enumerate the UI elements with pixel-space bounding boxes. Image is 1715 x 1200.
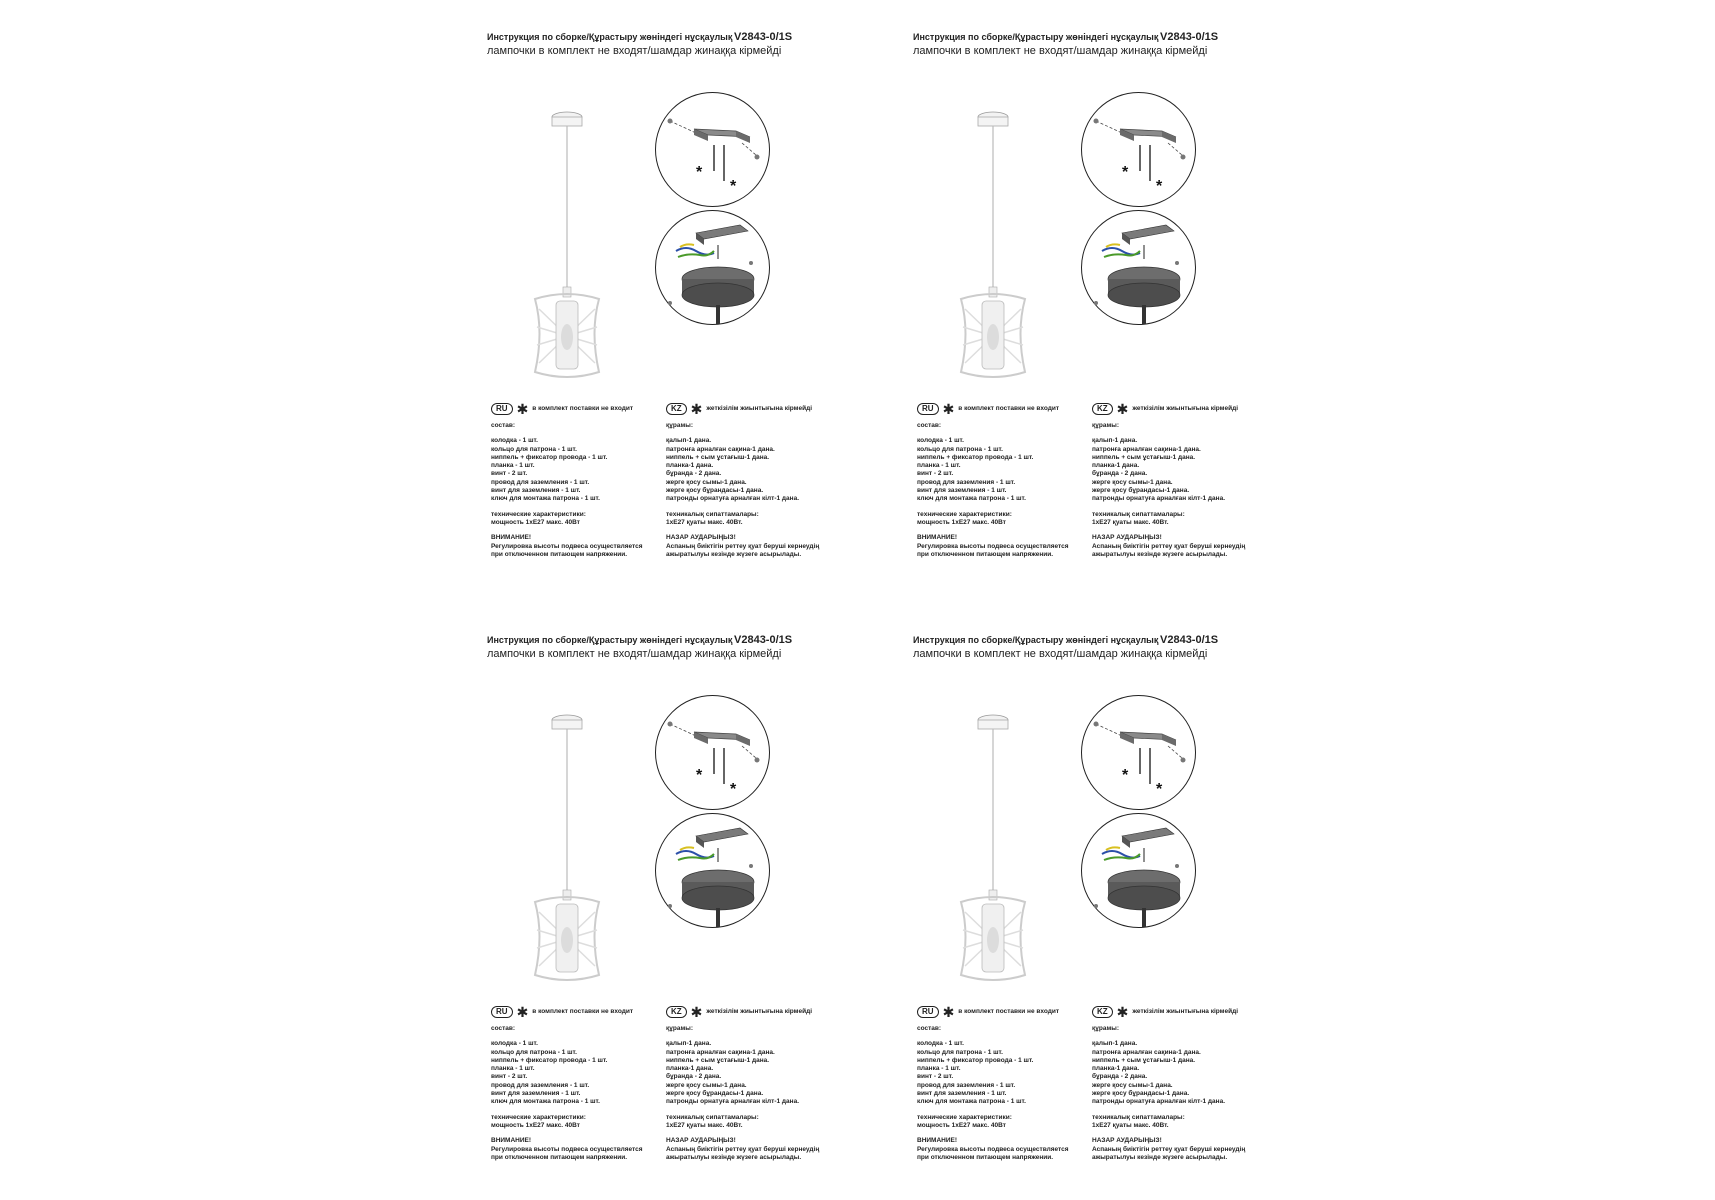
list-item: ниппель + фиксатор провода - 1 шт. xyxy=(917,453,1034,461)
list-item: жерге қосу сымы-1 дана. xyxy=(666,478,747,486)
list-item: патронды орнатуға арналған кілт-1 дана. xyxy=(666,495,799,503)
ru-warning-line: Регулировка высоты подвеса осуществляется xyxy=(917,542,1069,550)
kz-warning-line: Аспаның биіктігін реттеу қуат беруші кернеудің xyxy=(1092,1145,1246,1153)
list-item: ниппель + сым ұстағыш-1 дана. xyxy=(1092,1056,1196,1064)
kz-warning-line: ажыратылуы кезінде жүзеге асырылады. xyxy=(666,550,802,558)
title-line xyxy=(913,31,1219,43)
list-item: ключ для монтажа патрона - 1 шт. xyxy=(491,1098,600,1106)
list-item: жерге қосу сымы-1 дана. xyxy=(1092,478,1173,486)
list-item: планка - 1 шт. xyxy=(917,462,961,470)
ru-note: в комплект поставки не входит xyxy=(958,404,1060,412)
wiring-canopy-diagram xyxy=(1081,813,1196,928)
list-item: қалып-1 дана. xyxy=(666,437,712,445)
kz-note: жеткізілім жиынтығына кірмейді xyxy=(706,1007,813,1015)
ru-tech-label: технические характеристики: xyxy=(491,510,586,518)
ru-tech-value: мощность 1хЕ27 макс. 40Вт xyxy=(491,518,580,526)
ru-warning-label: ВНИМАНИЕ! xyxy=(917,534,958,542)
list-item: патронға арналған сақина-1 дана. xyxy=(666,445,775,453)
ru-section xyxy=(491,1005,661,1162)
list-item: планка - 1 шт. xyxy=(491,462,535,470)
instruction-card xyxy=(913,32,1313,592)
model-number: V2843-0/1S xyxy=(734,31,793,43)
list-item: провод для заземления - 1 шт. xyxy=(491,1081,590,1089)
list-item: жерге қосу бұрандасы-1 дана. xyxy=(1092,1090,1190,1098)
pendant-lamp-illustration xyxy=(944,87,1044,387)
list-item: патронды орнатуға арналған кілт-1 дана. xyxy=(666,1098,799,1106)
list-item: планка - 1 шт. xyxy=(917,1065,961,1073)
mounting-plate-diagram xyxy=(655,695,770,810)
list-item: патронға арналған сақина-1 дана. xyxy=(1092,1048,1201,1056)
ru-section xyxy=(917,402,1087,559)
ru-section xyxy=(917,1005,1087,1162)
list-item: қалып-1 дана. xyxy=(1092,437,1138,445)
kz-warning-line: ажыратылуы кезінде жүзеге асырылады. xyxy=(666,1153,802,1161)
kz-warning-line: ажыратылуы кезінде жүзеге асырылады. xyxy=(1092,1153,1228,1161)
list-item: жерге қосу бұрандасы-1 дана. xyxy=(666,487,764,495)
ru-warning-line: при отключенном питающем напряжении. xyxy=(917,550,1054,558)
list-item: жерге қосу сымы-1 дана. xyxy=(666,1081,747,1089)
bulbs-note: лампочки в комплект не входят/шамдар жинаққа кірмейді xyxy=(913,648,1208,660)
kz-warning-line: Аспаның биіктігін реттеу қуат беруші кернеудің xyxy=(666,1145,820,1153)
list-item: колодка - 1 шт. xyxy=(491,437,538,445)
kz-note: жеткізілім жиынтығына кірмейді xyxy=(1132,1007,1239,1015)
ru-badge: RU xyxy=(917,403,939,415)
list-item: ниппель + фиксатор провода - 1 шт. xyxy=(491,1056,608,1064)
ru-tech-label: технические характеристики: xyxy=(491,1113,586,1121)
title-line xyxy=(913,634,1219,646)
svg-text:*: * xyxy=(696,164,703,181)
list-item: патронға арналған сақина-1 дана. xyxy=(666,1048,775,1056)
ru-warning-line: Регулировка высоты подвеса осуществляется xyxy=(917,1145,1069,1153)
ru-note: в комплект поставки не входит xyxy=(958,1007,1060,1015)
ru-items xyxy=(917,437,1087,503)
list-item: кольцо для патрона - 1 шт. xyxy=(491,445,577,453)
ru-tech-value: мощность 1хЕ27 макс. 40Вт xyxy=(917,1121,1006,1129)
title-line xyxy=(487,31,793,43)
bulbs-note: лампочки в комплект не входят/шамдар жинаққа кірмейді xyxy=(913,45,1208,57)
list-item: колодка - 1 шт. xyxy=(917,437,964,445)
asterisk-icon: ✱ xyxy=(690,1004,703,1020)
kz-warning-label: НАЗАР АУДАРЫҢЫЗ! xyxy=(666,534,736,542)
kz-warning-label: НАЗАР АУДАРЫҢЫЗ! xyxy=(1092,534,1162,542)
list-item: планка-1 дана. xyxy=(1092,1065,1140,1073)
list-item: бұранда - 2 дана. xyxy=(1092,1073,1148,1081)
list-item: винт для заземления - 1 шт. xyxy=(491,487,581,495)
list-item: ключ для монтажа патрона - 1 шт. xyxy=(491,495,600,503)
ru-composition-label: состав: xyxy=(917,1025,942,1032)
mounting-plate-diagram xyxy=(1081,92,1196,207)
list-item: ниппель + фиксатор провода - 1 шт. xyxy=(491,453,608,461)
ru-tech-label: технические характеристики: xyxy=(917,1113,1012,1121)
list-item: колодка - 1 шт. xyxy=(917,1040,964,1048)
list-item: патронды орнатуға арналған кілт-1 дана. xyxy=(1092,495,1225,503)
list-item: жерге қосу сымы-1 дана. xyxy=(1092,1081,1173,1089)
kz-composition-label: құрамы: xyxy=(1092,1025,1119,1032)
list-item: винт для заземления - 1 шт. xyxy=(917,1090,1007,1098)
list-item: кольцо для патрона - 1 шт. xyxy=(917,1048,1003,1056)
ru-composition-label: состав: xyxy=(491,1025,516,1032)
kz-warning-line: ажыратылуы кезінде жүзеге асырылады. xyxy=(1092,550,1228,558)
kz-section xyxy=(1092,402,1282,559)
list-item: винт - 2 шт. xyxy=(491,470,528,478)
ru-warning-line: при отключенном питающем напряжении. xyxy=(491,1153,628,1161)
asterisk-icon: ✱ xyxy=(1116,401,1129,417)
mounting-plate-diagram xyxy=(655,92,770,207)
ru-warning-line: при отключенном питающем напряжении. xyxy=(917,1153,1054,1161)
wiring-canopy-diagram xyxy=(655,813,770,928)
bulbs-note: лампочки в комплект не входят/шамдар жинаққа кірмейді xyxy=(487,648,782,660)
ru-warning-line: при отключенном питающем напряжении. xyxy=(491,550,628,558)
list-item: бұранда - 2 дана. xyxy=(1092,470,1148,478)
ru-section xyxy=(491,402,661,559)
ru-warning-line: Регулировка высоты подвеса осуществляется xyxy=(491,542,643,550)
svg-text:*: * xyxy=(730,178,737,195)
list-item: планка-1 дана. xyxy=(1092,462,1140,470)
ru-badge: RU xyxy=(491,1006,513,1018)
instruction-card xyxy=(487,32,887,592)
model-number: V2843-0/1S xyxy=(1160,634,1219,646)
svg-text:*: * xyxy=(696,767,703,784)
pendant-lamp-illustration xyxy=(518,690,618,990)
list-item: планка - 1 шт. xyxy=(491,1065,535,1073)
ru-warning-label: ВНИМАНИЕ! xyxy=(491,534,532,542)
list-item: винт - 2 шт. xyxy=(491,1073,528,1081)
ru-warning-label: ВНИМАНИЕ! xyxy=(491,1137,532,1145)
kz-items xyxy=(666,437,856,503)
instruction-title: Инструкция по сборке/Құрастыру жөніндегі нұсқаулық xyxy=(487,635,733,645)
kz-section xyxy=(666,1005,856,1162)
kz-tech-value: 1хЕ27 қуаты макс. 40Вт. xyxy=(1092,518,1169,526)
kz-warning-label: НАЗАР АУДАРЫҢЫЗ! xyxy=(1092,1137,1162,1145)
instruction-title: Инструкция по сборке/Құрастыру жөніндегі нұсқаулық xyxy=(913,32,1159,42)
ru-tech-label: технические характеристики: xyxy=(917,510,1012,518)
kz-items xyxy=(1092,1040,1282,1106)
instruction-card xyxy=(487,635,887,1195)
kz-composition-label: құрамы: xyxy=(1092,422,1119,429)
kz-warning-line: Аспаның биіктігін реттеу қуат беруші кернеудің xyxy=(666,542,820,550)
list-item: ниппель + фиксатор провода - 1 шт. xyxy=(917,1056,1034,1064)
ru-note: в комплект поставки не входит xyxy=(532,1007,634,1015)
kz-note: жеткізілім жиынтығына кірмейді xyxy=(706,404,813,412)
list-item: кольцо для патрона - 1 шт. xyxy=(491,1048,577,1056)
pendant-lamp-illustration xyxy=(944,690,1044,990)
asterisk-icon: ✱ xyxy=(516,1004,529,1020)
kz-composition-label: құрамы: xyxy=(666,1025,693,1032)
list-item: планка-1 дана. xyxy=(666,462,714,470)
list-item: провод для заземления - 1 шт. xyxy=(491,478,590,486)
ru-warning-label: ВНИМАНИЕ! xyxy=(917,1137,958,1145)
kz-tech-label: техникалық сипаттамалары: xyxy=(1092,1113,1185,1121)
asterisk-icon: ✱ xyxy=(516,401,529,417)
instruction-title: Инструкция по сборке/Құрастыру жөніндегі нұсқаулық xyxy=(913,635,1159,645)
list-item: бұранда - 2 дана. xyxy=(666,1073,722,1081)
list-item: провод для заземления - 1 шт. xyxy=(917,478,1016,486)
title-line xyxy=(487,634,793,646)
list-item: жерге қосу бұрандасы-1 дана. xyxy=(1092,487,1190,495)
kz-items xyxy=(666,1040,856,1106)
list-item: патронға арналған сақина-1 дана. xyxy=(1092,445,1201,453)
kz-badge: KZ xyxy=(1092,403,1113,415)
ru-composition-label: состав: xyxy=(491,422,516,429)
ru-warning-line: Регулировка высоты подвеса осуществляется xyxy=(491,1145,643,1153)
list-item: кольцо для патрона - 1 шт. xyxy=(917,445,1003,453)
list-item: винт - 2 шт. xyxy=(917,1073,954,1081)
ru-badge: RU xyxy=(917,1006,939,1018)
ru-items xyxy=(917,1040,1087,1106)
list-item: қалып-1 дана. xyxy=(1092,1040,1138,1048)
svg-text:*: * xyxy=(730,781,737,798)
instruction-title: Инструкция по сборке/Құрастыру жөніндегі нұсқаулық xyxy=(487,32,733,42)
kz-section xyxy=(666,402,856,559)
kz-tech-label: техникалық сипаттамалары: xyxy=(666,510,759,518)
ru-badge: RU xyxy=(491,403,513,415)
list-item: винт для заземления - 1 шт. xyxy=(917,487,1007,495)
list-item: ниппель + сым ұстағыш-1 дана. xyxy=(666,1056,770,1064)
kz-warning-label: НАЗАР АУДАРЫҢЫЗ! xyxy=(666,1137,736,1145)
wiring-canopy-diagram xyxy=(655,210,770,325)
model-number: V2843-0/1S xyxy=(1160,31,1219,43)
list-item: ниппель + сым ұстағыш-1 дана. xyxy=(666,453,770,461)
asterisk-icon: ✱ xyxy=(942,1004,955,1020)
list-item: винт - 2 шт. xyxy=(917,470,954,478)
svg-text:*: * xyxy=(1122,164,1129,181)
kz-note: жеткізілім жиынтығына кірмейді xyxy=(1132,404,1239,412)
kz-tech-label: техникалық сипаттамалары: xyxy=(1092,510,1185,518)
list-item: винт для заземления - 1 шт. xyxy=(491,1090,581,1098)
svg-text:*: * xyxy=(1156,781,1163,798)
kz-badge: KZ xyxy=(666,1006,687,1018)
ru-items xyxy=(491,1040,661,1106)
wiring-canopy-diagram xyxy=(1081,210,1196,325)
ru-composition-label: состав: xyxy=(917,422,942,429)
list-item: ниппель + сым ұстағыш-1 дана. xyxy=(1092,453,1196,461)
kz-badge: KZ xyxy=(1092,1006,1113,1018)
kz-tech-value: 1хЕ27 қуаты макс. 40Вт. xyxy=(1092,1121,1169,1129)
instruction-card xyxy=(913,635,1313,1195)
pendant-lamp-illustration xyxy=(518,87,618,387)
kz-tech-value: 1хЕ27 қуаты макс. 40Вт. xyxy=(666,518,743,526)
list-item: бұранда - 2 дана. xyxy=(666,470,722,478)
kz-warning-line: Аспаның биіктігін реттеу қуат беруші кернеудің xyxy=(1092,542,1246,550)
ru-note: в комплект поставки не входит xyxy=(532,404,634,412)
ru-tech-value: мощность 1хЕ27 макс. 40Вт xyxy=(491,1121,580,1129)
ru-items xyxy=(491,437,661,503)
ru-tech-value: мощность 1хЕ27 макс. 40Вт xyxy=(917,518,1006,526)
kz-composition-label: құрамы: xyxy=(666,422,693,429)
list-item: ключ для монтажа патрона - 1 шт. xyxy=(917,495,1026,503)
svg-text:*: * xyxy=(1156,178,1163,195)
kz-tech-value: 1хЕ27 қуаты макс. 40Вт. xyxy=(666,1121,743,1129)
bulbs-note: лампочки в комплект не входят/шамдар жинаққа кірмейді xyxy=(487,45,782,57)
kz-items xyxy=(1092,437,1282,503)
asterisk-icon: ✱ xyxy=(1116,1004,1129,1020)
list-item: қалып-1 дана. xyxy=(666,1040,712,1048)
mounting-plate-diagram xyxy=(1081,695,1196,810)
asterisk-icon: ✱ xyxy=(942,401,955,417)
kz-section xyxy=(1092,1005,1282,1162)
list-item: жерге қосу бұрандасы-1 дана. xyxy=(666,1090,764,1098)
list-item: патронды орнатуға арналған кілт-1 дана. xyxy=(1092,1098,1225,1106)
model-number: V2843-0/1S xyxy=(734,634,793,646)
list-item: планка-1 дана. xyxy=(666,1065,714,1073)
svg-text:*: * xyxy=(1122,767,1129,784)
list-item: провод для заземления - 1 шт. xyxy=(917,1081,1016,1089)
kz-badge: KZ xyxy=(666,403,687,415)
kz-tech-label: техникалық сипаттамалары: xyxy=(666,1113,759,1121)
asterisk-icon: ✱ xyxy=(690,401,703,417)
list-item: колодка - 1 шт. xyxy=(491,1040,538,1048)
list-item: ключ для монтажа патрона - 1 шт. xyxy=(917,1098,1026,1106)
